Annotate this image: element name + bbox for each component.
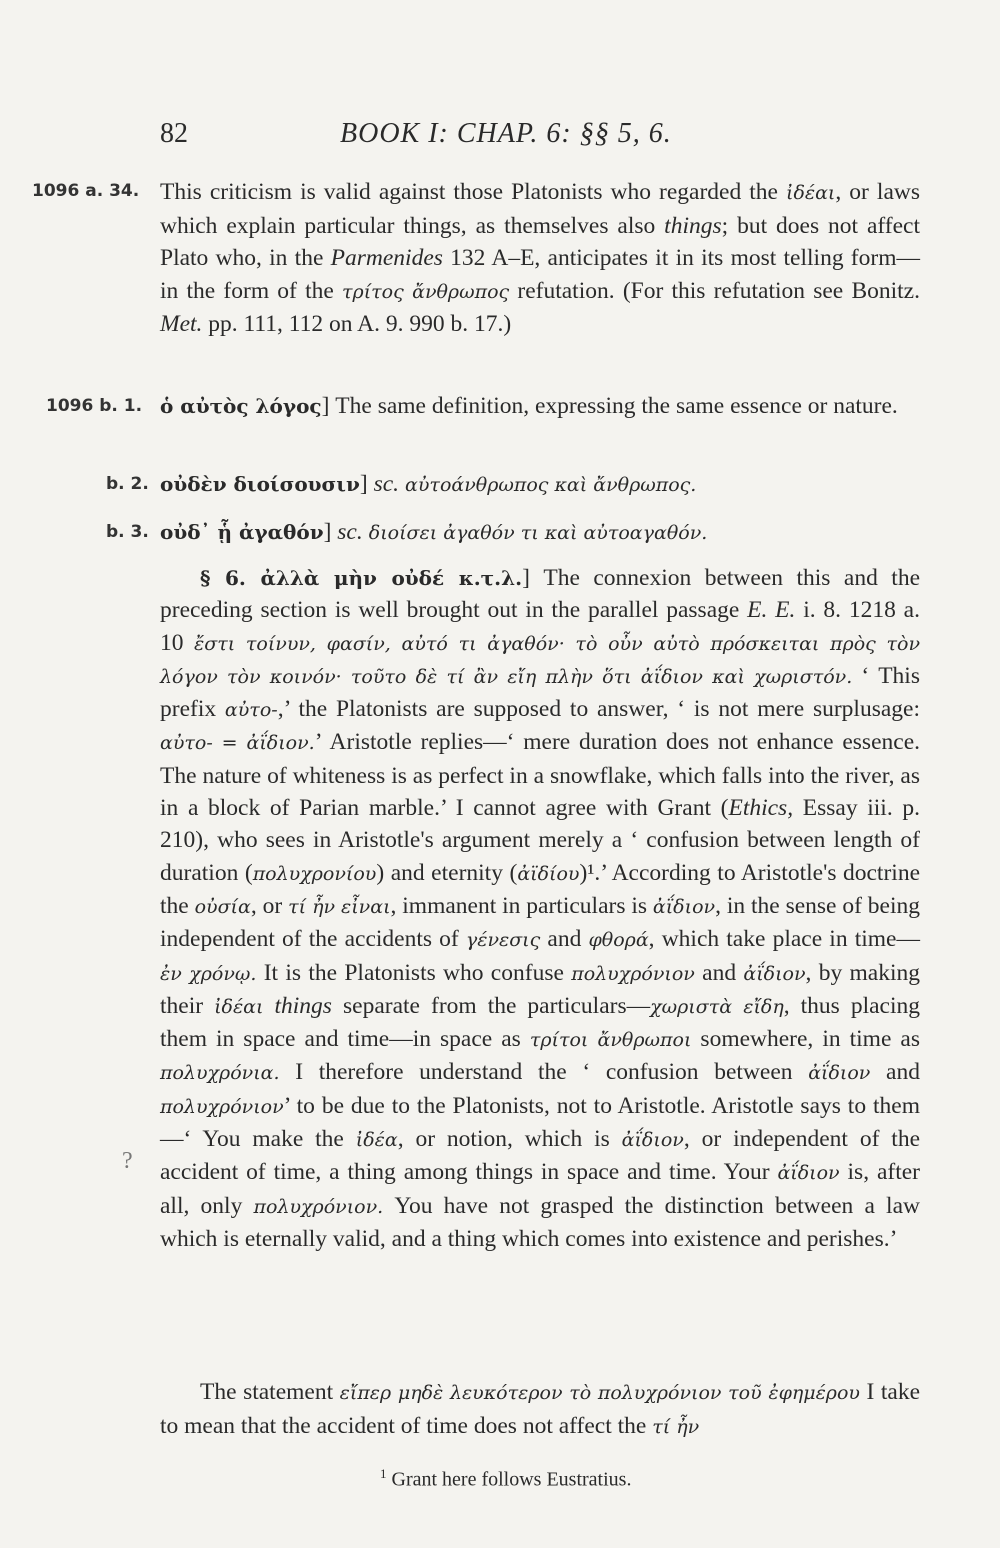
note-text: § 6. ἀλλὰ μὴν οὐδέ κ.τ.λ.] The connexion between this and the preceding section is well brought out in the parallel passage E. E. i. 8. 1218 a. 10 ἔστι τοίνυν, φασίν, αὐτό τι ἀγαθόν· τὸ οὖν αὐτὸ πρόσκειται πρὸς τὸν λόγον τὸν κοινόν· τοῦτο δὲ τί ἂν εἴη πλὴν ὅτι ἀΐδιον καὶ χωριστόν. ‘ This prefix αὐτο-,’ the Platonists are supposed to answer, ‘ is not mere surplusage: αὐτο- = ἀΐδιον.’ Aristotle replies—‘ mere duration does not enhance essence. The nature of whiteness is as perfect in a snowflake, which falls into the river, as in a block of Parian marble.’ I cannot agree with Grant (Ethics, Essay iii. p. 210), who sees in Aristotle's argument merely a ‘ confusion between length of duration (πολυχρονίου) and eternity (ἀϊδίου)¹.’ According to Aristotle's doctrine the οὐσία, or τί ἦν εἶναι, immanent in particulars is ἀΐδιον, in the sense of being independent of the accidents of γένεσις and φθορά, which take place in time—ἐν χρόνῳ. It is the Platonists who confuse πολυχρόνιον and ἀΐδιον, by making their ἰδέαι things separate from the particulars—χωριστὰ εἴδη, thus placing them in space and time—in space as τρίτοι ἄνθρωποι somewhere, in time as πολυχρόνια. I therefore understand the ‘ confusion between ἀΐδιον and πολυχρόνιον’ to be due to the Platonists, not to Aristotle. Aristotle says to them—‘ You make the ἰδέα, or notion, which is ἀΐδιον, or independent of the accident of time, a thing among things in space and time. Your ἀΐδιον is, after all, only πολυχρόνιον. You have not grasped the distinction between a law which is eternally valid, and a thing which comes into existence and perishes.’: [160, 565, 921, 1252]
margin-pencil-mark: ?: [122, 1148, 133, 1174]
italic-term: things: [664, 212, 722, 239]
lemma: οὐδ᾽ ᾗ ἀγαθόν: [160, 520, 324, 544]
page-header: [160, 118, 920, 158]
greek-quotation: εἴπερ μηδὲ λευκότερον τὸ πολυχρόνιον τοῦ ἐφημέρου: [339, 1382, 860, 1404]
greek-quotation: ἔστι τοίνυν, φασίν, αὐτό τι ἀγαθόν· τὸ οὖν αὐτὸ πρόσκειται πρὸς τὸν λόγον τὸν κοινόν· τοῦτο δὲ τί ἂν εἴη πλὴν ὅτι ἀΐδιον καὶ χωριστόν.: [160, 632, 921, 688]
note-text: οὐδ᾽ ᾗ ἀγαθόν] sc. διοίσει ἀγαθόν τι καὶ αὐτοαγαθόν.: [160, 519, 708, 545]
line-reference: b. 2.: [106, 474, 149, 494]
line-reference: 1096 b. 1.: [46, 396, 143, 416]
running-title: BOOK I: CHAP. 6: §§ 5, 6.: [340, 118, 672, 149]
italic-term: Met.: [160, 311, 203, 337]
line-reference: 1096 a. 34.: [32, 181, 140, 201]
footnote-marker: 1: [380, 1466, 387, 1481]
greek-term: ἰδέαι: [786, 182, 836, 204]
italic-term: Parmenides: [330, 245, 443, 271]
footnote-text: Grant here follows Eustratius.: [386, 1468, 632, 1491]
note-text: The statement εἴπερ μηδὲ λευκότερον τὸ πολυχρόνιον τοῦ ἐφημέρου I take to mean that the accident of time does not affect the τί ἦν: [160, 1379, 921, 1439]
greek-term: αὐτοάνθρωπος καὶ ἄνθρωπος.: [399, 474, 697, 496]
lemma: ὁ αὐτὸς λόγος: [160, 394, 322, 418]
note-text: This criticism is valid against those Platonists who regarded the ἰδέαι, or laws which explain particular things, as themselves also things; but does not affect Plato who, in the Parmenides 132 A–E, anticipates it in its most telling form—in the form of the τρίτος ἄνθρωπος refutation. (For this refutation see Bonitz. Met. pp. 111, 112 on A. 9. 990 b. 17.): [160, 179, 920, 337]
note-text: ὁ αὐτὸς λόγος] The same definition, expressing the same essence or nature.: [160, 393, 898, 419]
note-text: οὐδὲν διοίσουσιν] sc. αὐτοάνθρωπος καὶ ἄνθρωπος.: [160, 471, 697, 497]
greek-term: διοίσει ἀγαθόν τι καὶ αὐτοαγαθόν.: [362, 522, 708, 544]
page-number: 82: [160, 118, 188, 149]
greek-term: τρίτος ἄνθρωπος: [342, 280, 510, 303]
lemma: ἀλλὰ μὴν οὐδέ κ.τ.λ.: [260, 566, 523, 590]
footnote: [380, 1466, 631, 1492]
lemma: οὐδὲν διοίσουσιν: [160, 472, 360, 496]
line-reference: b. 3.: [106, 522, 149, 542]
